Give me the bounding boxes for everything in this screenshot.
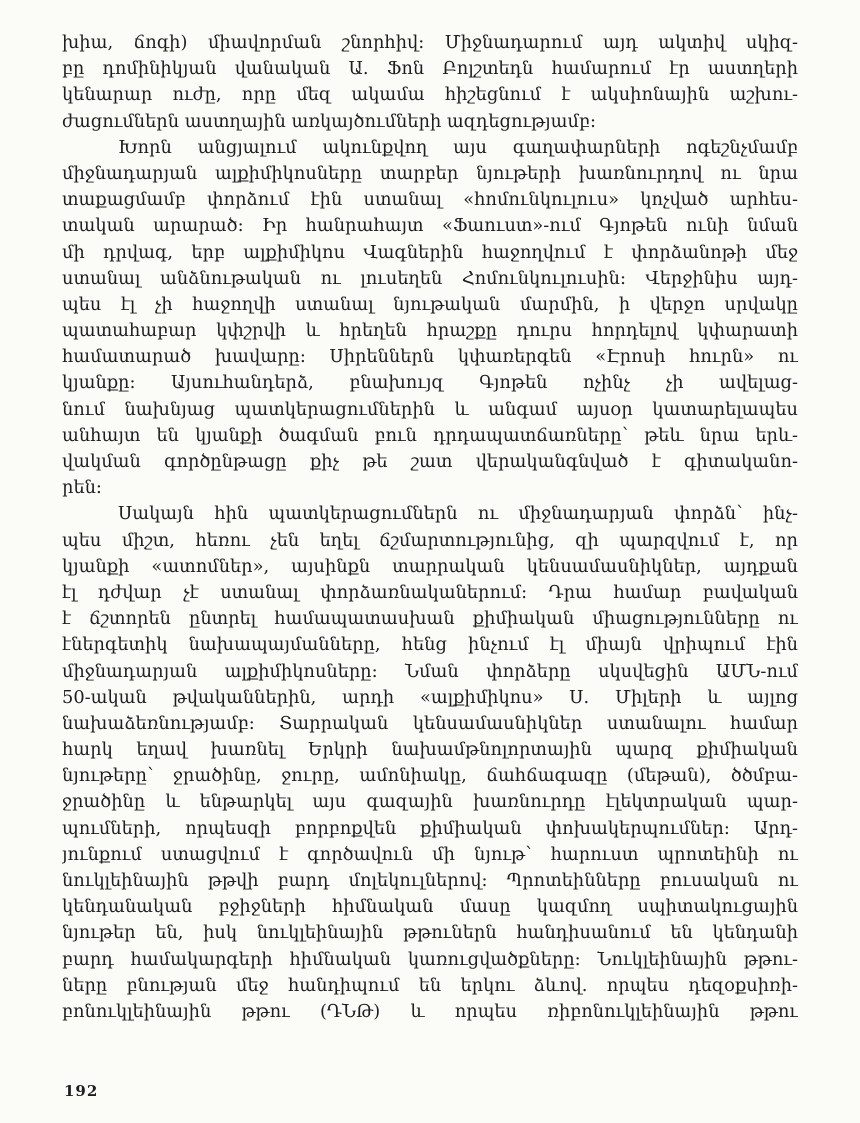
text-line: ջրածինը և ենթարկել այս գազային խառնուրդը էլեկտրական պար- — [62, 791, 798, 813]
text-line: բոնուկլեինային թթու (ԴՆԹ) և որպես ռիբոնուկլեինային թթու — [62, 1000, 798, 1022]
text-line: նում նախնյաց պատկերացումներին և անգամ այսօր կատարելապես — [62, 398, 798, 420]
text-line: Խորն անցյալում ակունքվող այս գաղափարների ոգեշնչմամբ — [118, 136, 798, 158]
text-line: կենդանական բջիջների հիմնական մասը կազմող սպիտակուցային — [62, 896, 798, 918]
text-line: միջնադարյան ալքիմիկոսները: Նման փորձերը սկսվեցին ԱՄՆ-ում — [62, 660, 798, 682]
text-line: էլ դժվար չէ ստանալ փորձառնականերում: Դրա համար բավական — [62, 581, 798, 603]
text-line: ստանալ անձնութական ու լուսեղեն Հոմունկուլուսին: Վերջինիս այդ- — [62, 267, 798, 289]
text-line: է ճշտորեն ընտրել համապատասխան քիմիական միացությունները ու — [62, 608, 798, 630]
text-line: Սակայն հին պատկերացումներն ու միջնադարյան փորձն՝ ինչ- — [118, 503, 798, 525]
text-line: համատարած խավարը: Սիրեններն կփառերգեն «Էրոսի հուրն» ու — [62, 346, 798, 368]
text-line: պես միշտ, հեռու չեն եղել ճշմարտությունից, զի պարզվում է, որ — [62, 529, 798, 551]
text-line: նյութերը՝ ջրածինը, ջուրը, ամոնիակը, ճահճագազը (մեթան), ծծմբա- — [62, 765, 798, 787]
text-line: տաքացմամբ փորձում էին ստանալ «հոմունկուլուս» կոչված արհես- — [62, 189, 798, 211]
text-line: միջնադարյան ալքիմիկոսները տարբեր նյութերի խառնուրդով ու նրա — [62, 162, 798, 184]
text-line: տական արարած: Իր հանրահայտ «Ֆաուստ»-ում Գյոթեն ունի նման — [62, 215, 798, 237]
text-line: պատահաբար կփշրվի և հրեղեն հրաշքը դուրս հորդելով կփարատի — [62, 320, 798, 342]
text-line: ները բնության մեջ հանդիպում են երկու ձևով. որպես դեզօքսիռի- — [62, 974, 798, 996]
text-line: բարդ համակարգերի հիմնական կառուցվածքները: Նուկլեինային թթու- — [62, 948, 798, 970]
text-line: կենարար ուժը, որը մեզ ակամա հիշեցնում է ակսիոնային աշխու- — [62, 84, 798, 106]
paragraph-3 — [62, 501, 798, 1025]
text-line: մի դրվագ, երբ ալքիմիկոս Վագներին հաջողվում է փորձանոթի մեջ — [62, 241, 798, 263]
text-line: նախաձեռնությամբ: Տարրական կենսամասնիկներ ստանալու համար — [62, 712, 798, 734]
text-line: խիա, ճոգի) միավորման շնորհիվ: Միջնադարում այդ ակտիվ սկիզ- — [62, 32, 798, 53]
text-line: ժացումներն աստղային առկայծումների ազդեցությամբ: — [62, 110, 596, 132]
text-line: 50-ական թվականներին, արդի «ալքիմիկոս» Ս. Միլերի և այլոց — [62, 686, 798, 708]
text-line: բը դոմինիկյան վանական Ա. Ֆոն Բոլշտեդն համարում էր աստղերի — [62, 58, 798, 80]
text-line: վակման գործընթացը քիչ թե շատ վերականգնված է գիտականո- — [62, 451, 798, 472]
text-line: հարկ եղավ խառնել Երկրի նախամթնոլորտային պարզ քիմիական — [62, 739, 798, 761]
text-line: կյանքը: Այսուհանդերձ, բնախույզ Գյոթեն ոչինչ չի ավելաց- — [62, 372, 798, 394]
text-line: րեն: — [62, 477, 102, 499]
page-number: 192 — [64, 1082, 99, 1100]
text-line: էներգետիկ նախապայմանները, հենց ինչում էլ միայն վրիպում էին — [62, 634, 798, 656]
paragraph-1 — [62, 30, 798, 135]
paragraph-2 — [62, 135, 798, 502]
text-line: անհայտ են կյանքի ծագման բուն դրդապատճառները՝ թեև նրա երև- — [62, 424, 798, 446]
text-line: պես էլ չի հաջողվի ստանալ նյութական մարմին, ի վերջո սրվակը — [62, 293, 798, 315]
text-line: նյութեր են, իսկ նուկլեինային թթուներն հանդիսանում են կենդանի — [62, 922, 798, 944]
text-line: կյանքի «ատոմներ», այսինքն տարրական կենսամասնիկներ, այդքան — [62, 555, 798, 577]
text-line: պումների, որպեսզի բորբոքվեն քիմիական փոխակերպումներ: Արդ- — [62, 817, 798, 839]
text-line: նուկլեինային թթվի բարդ մոլեկուլներով: Պրոտեինները բուսական ու — [62, 870, 798, 891]
text-line: յունքում ստացվում է գործավուն մի նյութ՝ հարուստ պրոտեինի ու — [62, 843, 798, 865]
